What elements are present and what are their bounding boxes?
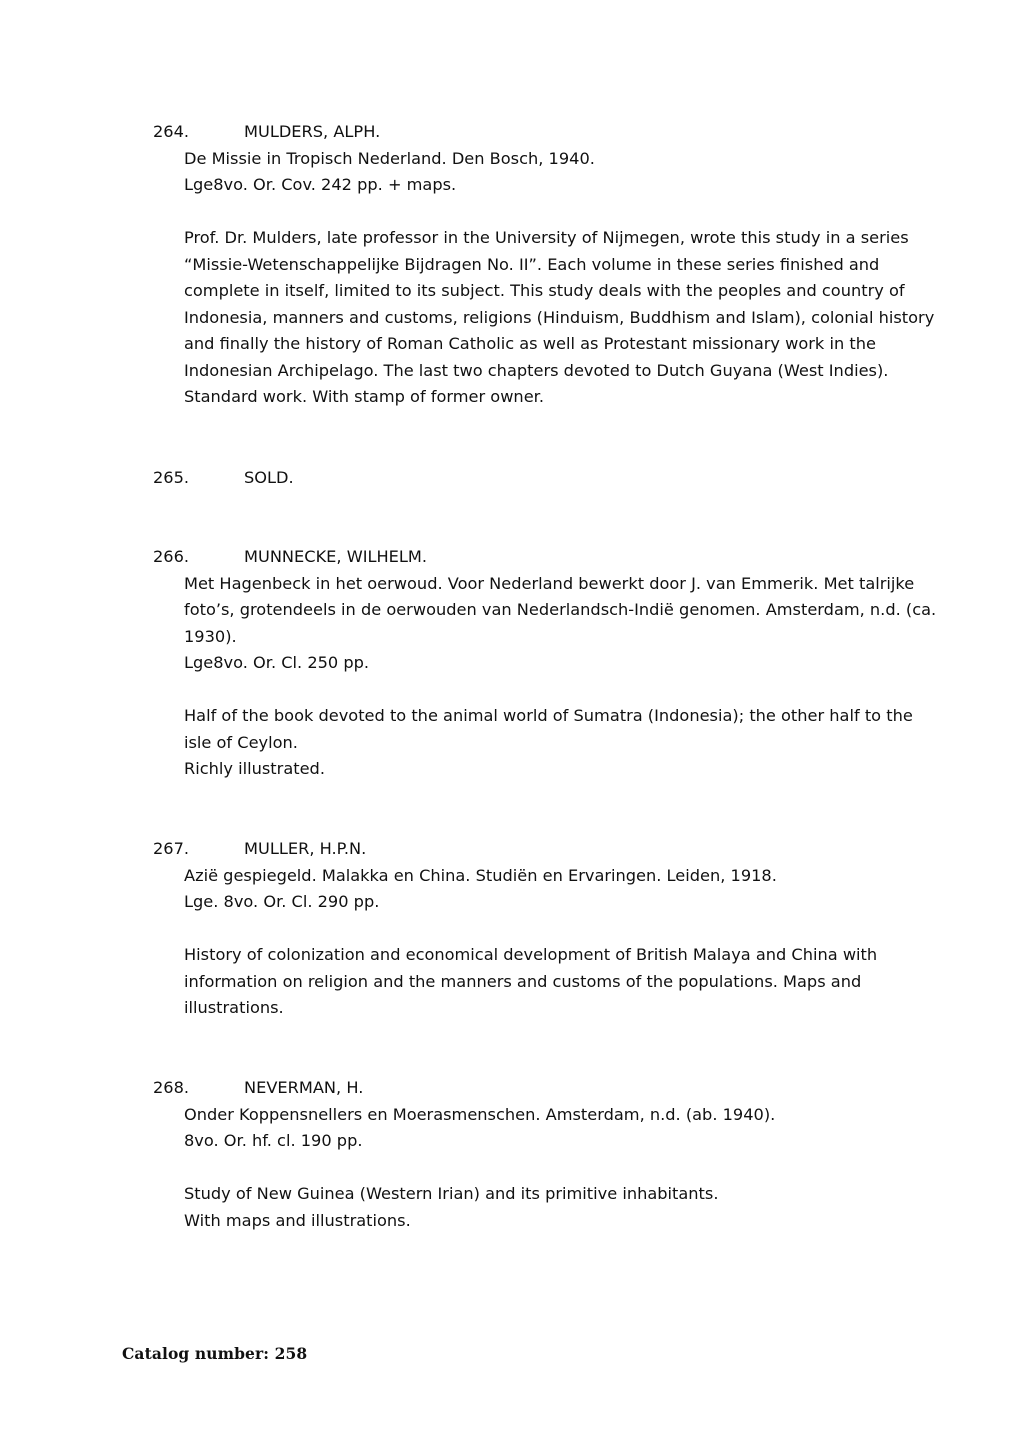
title-line: Onder Koppensnellers en Moerasmenschen. Amsterdam, n.d. (ab. 1940). (184, 1104, 776, 1124)
description-line: Indonesia, manners and customs, religions (Hinduism, Buddhism and Islam), colonial history (184, 307, 935, 327)
entry-number: 265. (153, 468, 190, 487)
entry-number: 267. (153, 839, 190, 858)
description-line: “Missie-Wetenschappelijke Bijdragen No. II”. Each volume in these series finished and (184, 254, 880, 274)
title-line: 1930). (184, 626, 237, 646)
description-line: isle of Ceylon. (184, 732, 298, 752)
description-line: information on religion and the manners and customs of the populations. Maps and (184, 971, 862, 991)
entry-body (184, 1102, 909, 1235)
description-line: Prof. Dr. Mulders, late professor in the University of Nijmegen, wrote this study in a series (184, 228, 909, 247)
format-line: 8vo. Or. hf. cl. 190 pp. (184, 1131, 363, 1150)
entry-author: NEVERMAN, H. (244, 1078, 364, 1097)
entry-body (184, 571, 937, 783)
entry-header (153, 836, 913, 863)
description-line: Richly illustrated. (184, 759, 325, 778)
entry-author: MUNNECKE, WILHELM. (244, 547, 428, 566)
title-line: De Missie in Tropisch Nederland. Den Bosch, 1940. (184, 148, 595, 168)
catalog-entry-267 (153, 836, 913, 1022)
paragraph-gap (184, 199, 909, 226)
description-line: Half of the book devoted to the animal world of Sumatra (Indonesia); the other half to the (184, 706, 913, 725)
entry-header (153, 119, 913, 146)
title-line: Met Hagenbeck in het oerwoud. Voor Nederland bewerkt door J. van Emmerik. Met talrijke (184, 573, 915, 593)
entry-body (184, 863, 909, 1022)
catalog-entry-266 (153, 544, 937, 783)
description-line: illustrations. (184, 998, 284, 1017)
description-line: History of colonization and economical development of British Malaya and China with (184, 945, 878, 964)
paragraph-gap (184, 916, 909, 943)
entry-header (153, 465, 913, 492)
entry-author: MULLER, H.P.N. (244, 839, 367, 858)
catalog-entry-264 (153, 119, 935, 411)
catalog-number-footer: Catalog number: 258 (122, 1344, 308, 1363)
entry-header (153, 1075, 913, 1102)
description-line: Standard work. With stamp of former owner. (184, 387, 544, 406)
catalog-entry-268 (153, 1075, 913, 1234)
entry-number: 268. (153, 1078, 190, 1097)
description-line: and finally the history of Roman Catholic as well as Protestant missionary work in the (184, 334, 876, 353)
entry-number: 266. (153, 547, 190, 566)
entry-status-sold: SOLD. (244, 468, 294, 487)
catalog-entry-265 (153, 465, 913, 492)
format-line: Lge8vo. Or. Cl. 250 pp. (184, 653, 370, 672)
entry-number: 264. (153, 122, 190, 141)
paragraph-gap (184, 677, 909, 704)
description-line: With maps and illustrations. (184, 1210, 411, 1230)
description-line: Indonesian Archipelago. The last two chapters devoted to Dutch Guyana (West Indies). (184, 360, 889, 380)
description-line: Study of New Guinea (Western Irian) and its primitive inhabitants. (184, 1184, 719, 1203)
title-line: Azië gespiegeld. Malakka en China. Studiën en Ervaringen. Leiden, 1918. (184, 865, 777, 885)
entry-body (184, 146, 935, 411)
entry-header (153, 544, 913, 571)
paragraph-gap (184, 1155, 909, 1182)
description-line: complete in itself, limited to its subject. This study deals with the peoples and country of (184, 281, 905, 300)
format-line: Lge8vo. Or. Cov. 242 pp. + maps. (184, 175, 457, 194)
entry-author: MULDERS, ALPH. (244, 122, 381, 141)
title-line: foto’s, grotendeels in de oerwouden van Nederlandsch-Indië genomen. Amsterdam, n.d. (ca. (184, 600, 937, 619)
format-line: Lge. 8vo. Or. Cl. 290 pp. (184, 892, 380, 911)
